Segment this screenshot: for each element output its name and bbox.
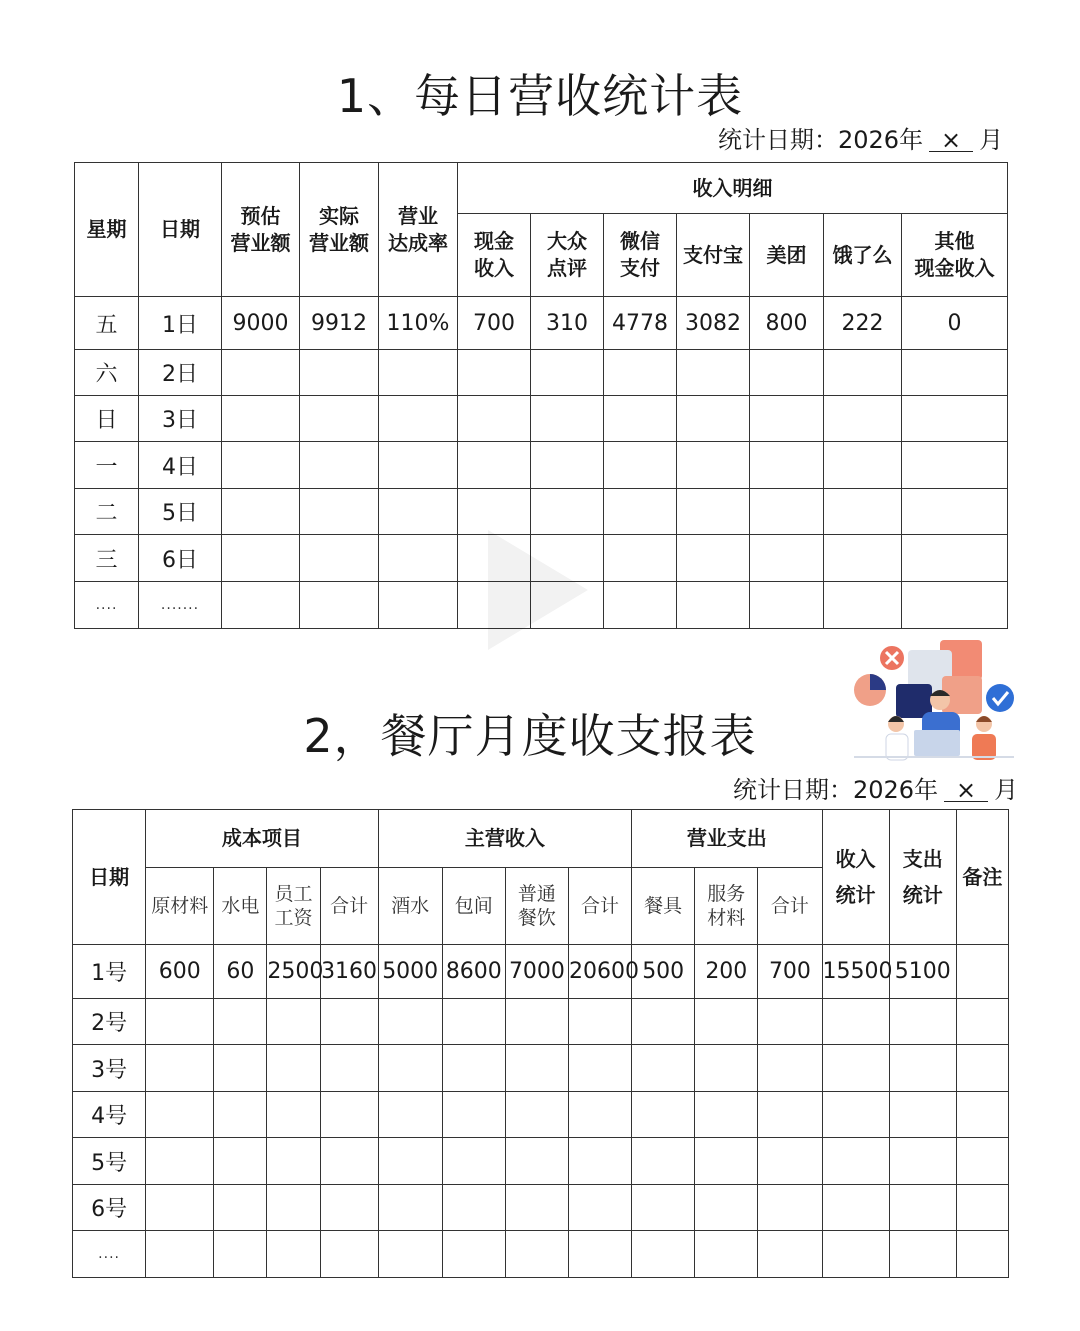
table-row — [73, 1185, 1009, 1231]
data-cell[interactable] — [758, 999, 822, 1045]
table-row — [75, 350, 1008, 396]
stat-date-prefix: 统计日期：2026年 — [733, 776, 939, 804]
data-cell[interactable] — [505, 1185, 568, 1231]
table-row — [73, 1045, 1009, 1092]
data-cell[interactable] — [758, 1185, 822, 1231]
data-cell[interactable]: 5日 — [139, 489, 222, 535]
data-cell[interactable] — [379, 582, 458, 629]
data-cell[interactable] — [695, 1138, 758, 1185]
header-cash-income: 现金 收入 — [458, 214, 531, 297]
data-cell[interactable]: 3日 — [139, 396, 222, 442]
row-label-cell: 4号 — [73, 1092, 146, 1138]
header-income-detail: 收入明细 — [458, 163, 1008, 214]
header-estimated-revenue: 预估 营业额 — [222, 163, 300, 297]
data-cell[interactable] — [569, 1045, 632, 1092]
data-cell[interactable] — [214, 1185, 267, 1231]
data-cell[interactable] — [146, 1092, 214, 1138]
row-label-cell: 三 — [75, 535, 139, 582]
data-cell[interactable] — [267, 1092, 320, 1138]
data-cell[interactable] — [267, 999, 320, 1045]
data-cell[interactable] — [604, 535, 677, 582]
data-cell[interactable] — [569, 999, 632, 1045]
table-row — [75, 442, 1008, 489]
row-label-cell: 2号 — [73, 999, 146, 1045]
data-cell[interactable]: 222 — [824, 297, 902, 350]
data-cell[interactable]: 1日 — [139, 297, 222, 350]
data-cell[interactable] — [222, 582, 300, 629]
data-cell[interactable]: 700 — [458, 297, 531, 350]
data-cell[interactable] — [822, 1185, 889, 1231]
header-main-income: 主营收入 — [378, 810, 632, 868]
data-cell[interactable] — [214, 1231, 267, 1278]
data-cell[interactable]: 6日 — [139, 535, 222, 582]
data-cell[interactable] — [695, 1185, 758, 1231]
data-cell[interactable] — [267, 1045, 320, 1092]
data-cell[interactable] — [214, 1092, 267, 1138]
table-row — [73, 945, 1009, 999]
data-cell[interactable]: 500 — [632, 945, 695, 999]
data-cell[interactable] — [222, 442, 300, 489]
data-cell[interactable] — [378, 1092, 442, 1138]
header-dianping: 大众 点评 — [531, 214, 604, 297]
data-cell[interactable]: 7000 — [505, 945, 568, 999]
data-cell[interactable] — [379, 442, 458, 489]
header-cost-items: 成本项目 — [146, 810, 378, 868]
stat-date-month-field[interactable]: × — [929, 129, 973, 152]
data-cell[interactable] — [222, 396, 300, 442]
data-cell[interactable] — [889, 1138, 956, 1185]
data-cell[interactable]: 700 — [758, 945, 822, 999]
data-cell[interactable]: 4日 — [139, 442, 222, 489]
header-wechat-pay: 微信 支付 — [604, 214, 677, 297]
header-expense-total: 支出 统计 — [889, 810, 956, 945]
header-tableware: 餐具 — [632, 868, 695, 945]
data-cell[interactable] — [822, 999, 889, 1045]
data-cell[interactable] — [569, 1185, 632, 1231]
data-cell[interactable] — [632, 1045, 695, 1092]
row-label-cell: 5号 — [73, 1138, 146, 1185]
header-date: 日期 — [139, 163, 222, 297]
header-eleme: 饿了么 — [824, 214, 902, 297]
data-cell[interactable]: 9000 — [222, 297, 300, 350]
data-cell[interactable] — [822, 1138, 889, 1185]
header-income-total: 收入 统计 — [822, 810, 889, 945]
data-cell[interactable] — [824, 396, 902, 442]
data-cell[interactable] — [320, 1231, 378, 1278]
header-drinks: 酒水 — [378, 868, 442, 945]
data-cell[interactable] — [378, 1185, 442, 1231]
data-cell[interactable] — [222, 489, 300, 535]
data-cell[interactable]: 5000 — [378, 945, 442, 999]
row-label-cell: 3号 — [73, 1045, 146, 1092]
monthly-report-title: 2，餐厅月度收支报表 — [303, 709, 757, 763]
header-note: 备注 — [956, 810, 1008, 945]
stat-date-month-field[interactable]: × — [944, 779, 988, 802]
data-cell[interactable]: 60 — [214, 945, 267, 999]
data-cell[interactable] — [146, 999, 214, 1045]
data-cell[interactable] — [300, 442, 379, 489]
table-row — [73, 999, 1009, 1045]
monthly-table-body — [73, 945, 1009, 1278]
data-cell[interactable] — [889, 1231, 956, 1278]
data-cell[interactable]: 310 — [531, 297, 604, 350]
data-cell[interactable] — [902, 535, 1008, 582]
data-cell[interactable] — [750, 442, 824, 489]
header-staff-salary: 员工 工资 — [267, 868, 320, 945]
data-cell[interactable] — [267, 1185, 320, 1231]
data-cell[interactable]: 800 — [750, 297, 824, 350]
data-cell[interactable] — [889, 999, 956, 1045]
data-cell[interactable]: 8600 — [442, 945, 505, 999]
data-cell[interactable] — [604, 582, 677, 629]
data-cell[interactable] — [902, 442, 1008, 489]
data-cell[interactable] — [758, 1138, 822, 1185]
data-cell[interactable] — [889, 1185, 956, 1231]
data-cell[interactable]: 5100 — [889, 945, 956, 999]
data-cell[interactable] — [320, 1138, 378, 1185]
header-regular-dining: 普通 餐饮 — [505, 868, 568, 945]
data-cell[interactable] — [531, 350, 604, 396]
data-cell[interactable] — [758, 1231, 822, 1278]
data-cell[interactable]: 9912 — [300, 297, 379, 350]
data-cell[interactable] — [378, 1231, 442, 1278]
data-cell[interactable] — [267, 1138, 320, 1185]
data-cell[interactable] — [956, 999, 1008, 1045]
data-cell[interactable] — [824, 489, 902, 535]
data-cell[interactable] — [889, 1045, 956, 1092]
data-cell[interactable] — [442, 1092, 505, 1138]
data-cell[interactable] — [902, 350, 1008, 396]
data-cell[interactable] — [824, 582, 902, 629]
data-cell[interactable]: 20600 — [569, 945, 632, 999]
header-utilities: 水电 — [214, 868, 267, 945]
data-cell[interactable]: 15500 — [822, 945, 889, 999]
data-cell[interactable] — [214, 999, 267, 1045]
stat-date-prefix: 统计日期：2026年 — [718, 126, 924, 154]
data-cell[interactable] — [604, 350, 677, 396]
data-cell[interactable] — [146, 1138, 214, 1185]
data-cell[interactable] — [632, 1185, 695, 1231]
play-watermark-icon — [478, 520, 598, 660]
data-cell[interactable] — [300, 489, 379, 535]
data-cell[interactable]: 3082 — [677, 297, 750, 350]
data-cell[interactable] — [320, 999, 378, 1045]
data-cell[interactable] — [750, 535, 824, 582]
data-cell[interactable] — [956, 1231, 1008, 1278]
data-cell[interactable] — [222, 535, 300, 582]
monthly-stat-date — [733, 770, 1018, 805]
data-cell[interactable] — [505, 1138, 568, 1185]
data-cell[interactable] — [300, 350, 379, 396]
data-cell[interactable] — [379, 535, 458, 582]
data-cell[interactable]: 4778 — [604, 297, 677, 350]
data-cell[interactable] — [604, 396, 677, 442]
data-cell[interactable] — [956, 1045, 1008, 1092]
header-expense-sum: 合计 — [758, 868, 822, 945]
data-cell[interactable] — [505, 1092, 568, 1138]
data-cell[interactable] — [889, 1092, 956, 1138]
data-cell[interactable] — [379, 350, 458, 396]
header-other-cash: 其他 现金收入 — [902, 214, 1008, 297]
data-cell[interactable] — [442, 1231, 505, 1278]
data-cell[interactable] — [214, 1045, 267, 1092]
data-cell[interactable] — [146, 1045, 214, 1092]
table-row — [75, 396, 1008, 442]
data-cell[interactable] — [222, 350, 300, 396]
data-cell[interactable] — [902, 396, 1008, 442]
data-cell[interactable] — [695, 1092, 758, 1138]
data-cell[interactable] — [750, 489, 824, 535]
data-cell[interactable] — [146, 1231, 214, 1278]
header-raw-materials: 原材料 — [146, 868, 214, 945]
data-cell[interactable] — [695, 1045, 758, 1092]
header-service-materials: 服务 材料 — [695, 868, 758, 945]
data-cell[interactable] — [379, 489, 458, 535]
data-cell[interactable] — [758, 1092, 822, 1138]
header-actual-revenue: 实际 营业额 — [300, 163, 379, 297]
data-cell[interactable] — [956, 1138, 1008, 1185]
table-row — [75, 297, 1008, 350]
data-cell[interactable] — [442, 1138, 505, 1185]
data-cell[interactable] — [956, 1092, 1008, 1138]
data-cell[interactable] — [214, 1138, 267, 1185]
data-cell[interactable] — [822, 1045, 889, 1092]
data-cell[interactable] — [604, 442, 677, 489]
data-cell[interactable] — [505, 1045, 568, 1092]
data-cell[interactable] — [458, 350, 531, 396]
monthly-report-table — [72, 809, 1009, 1278]
data-cell[interactable] — [822, 1092, 889, 1138]
data-cell[interactable] — [378, 1045, 442, 1092]
data-cell[interactable]: 200 — [695, 945, 758, 999]
data-cell[interactable]: 110% — [379, 297, 458, 350]
data-cell[interactable] — [569, 1138, 632, 1185]
header-cost-sum: 合计 — [320, 868, 378, 945]
data-cell[interactable]: ....... — [139, 582, 222, 629]
data-cell[interactable] — [531, 442, 604, 489]
data-cell[interactable] — [320, 1185, 378, 1231]
data-cell[interactable] — [442, 1185, 505, 1231]
data-cell[interactable] — [458, 442, 531, 489]
data-cell[interactable] — [146, 1185, 214, 1231]
data-cell[interactable] — [378, 999, 442, 1045]
data-cell[interactable] — [569, 1092, 632, 1138]
data-cell[interactable] — [442, 999, 505, 1045]
daily-revenue-title: 1、每日营收统计表 — [336, 69, 744, 123]
data-cell[interactable] — [505, 999, 568, 1045]
row-label-cell: 五 — [75, 297, 139, 350]
header-income-sum: 合计 — [569, 868, 632, 945]
daily-stat-date — [718, 120, 1003, 155]
row-label-cell: .... — [75, 582, 139, 629]
data-cell[interactable] — [824, 350, 902, 396]
data-cell[interactable] — [677, 396, 750, 442]
header-operating-expense: 营业支出 — [632, 810, 822, 868]
stat-date-suffix: 月 — [979, 126, 1004, 154]
data-cell[interactable] — [632, 1231, 695, 1278]
row-label-cell: .... — [73, 1231, 146, 1278]
row-label-cell: 1号 — [73, 945, 146, 999]
header-private-room: 包间 — [442, 868, 505, 945]
data-cell[interactable] — [300, 582, 379, 629]
data-cell[interactable] — [824, 535, 902, 582]
data-cell[interactable]: 2日 — [139, 350, 222, 396]
data-cell[interactable] — [300, 396, 379, 442]
data-cell[interactable] — [750, 582, 824, 629]
data-cell[interactable]: 0 — [902, 297, 1008, 350]
header-weekday: 星期 — [75, 163, 139, 297]
header-meituan: 美团 — [750, 214, 824, 297]
data-cell[interactable] — [604, 489, 677, 535]
data-cell[interactable] — [695, 999, 758, 1045]
data-cell[interactable] — [531, 396, 604, 442]
data-cell[interactable] — [902, 582, 1008, 629]
row-label-cell: 日 — [75, 396, 139, 442]
stat-date-suffix: 月 — [994, 776, 1019, 804]
data-cell[interactable] — [677, 489, 750, 535]
data-cell[interactable] — [758, 1045, 822, 1092]
data-cell[interactable] — [902, 489, 1008, 535]
row-label-cell: 6号 — [73, 1185, 146, 1231]
data-cell[interactable] — [632, 1138, 695, 1185]
data-cell[interactable] — [824, 442, 902, 489]
data-cell[interactable] — [569, 1231, 632, 1278]
data-cell[interactable] — [677, 582, 750, 629]
data-cell[interactable] — [677, 442, 750, 489]
table-row — [73, 1231, 1009, 1278]
data-cell[interactable] — [632, 1092, 695, 1138]
header-alipay: 支付宝 — [677, 214, 750, 297]
data-cell[interactable] — [677, 535, 750, 582]
data-cell[interactable] — [267, 1231, 320, 1278]
table-row — [73, 1138, 1009, 1185]
data-cell[interactable] — [300, 535, 379, 582]
data-cell[interactable] — [379, 396, 458, 442]
data-cell[interactable] — [320, 1045, 378, 1092]
data-cell[interactable] — [695, 1231, 758, 1278]
row-label-cell: 二 — [75, 489, 139, 535]
data-cell[interactable] — [505, 1231, 568, 1278]
data-cell[interactable] — [458, 396, 531, 442]
data-cell[interactable] — [442, 1045, 505, 1092]
data-cell[interactable] — [677, 350, 750, 396]
data-cell[interactable] — [378, 1138, 442, 1185]
data-cell[interactable]: 600 — [146, 945, 214, 999]
table-row — [73, 1092, 1009, 1138]
data-cell[interactable]: 3160 — [320, 945, 378, 999]
data-cell[interactable] — [320, 1092, 378, 1138]
data-cell[interactable] — [822, 1231, 889, 1278]
data-cell[interactable] — [750, 350, 824, 396]
header-date: 日期 — [73, 810, 146, 945]
data-cell[interactable] — [956, 1185, 1008, 1231]
data-cell[interactable] — [956, 945, 1008, 999]
data-cell[interactable]: 2500 — [267, 945, 320, 999]
header-achievement-rate: 营业 达成率 — [379, 163, 458, 297]
data-cell[interactable] — [750, 396, 824, 442]
row-label-cell: 一 — [75, 442, 139, 489]
row-label-cell: 六 — [75, 350, 139, 396]
data-cell[interactable] — [632, 999, 695, 1045]
